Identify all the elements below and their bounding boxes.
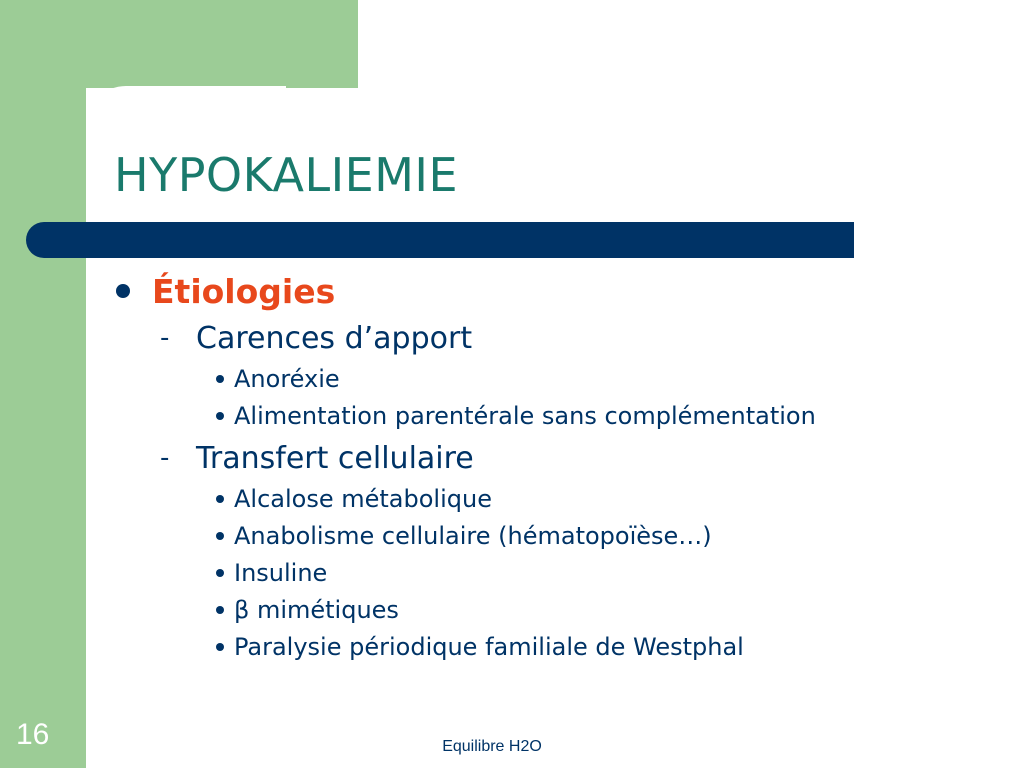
bullet-dot-icon: [216, 375, 224, 383]
footer-label: Equilibre H2O: [442, 738, 542, 755]
list-item-text: Paralysie périodique familiale de Westphal: [234, 633, 744, 661]
list-item: [216, 482, 492, 516]
bullet-dot-icon: [216, 643, 224, 651]
page-number: 16: [16, 718, 50, 751]
dash-icon: -: [160, 443, 170, 473]
list-item-text: Anoréxie: [234, 365, 340, 393]
list-item-text: β mimétiques: [234, 596, 399, 624]
section-bullet: [116, 268, 335, 314]
list-item-text: Alcalose métabolique: [234, 485, 492, 513]
list-item: [216, 593, 399, 627]
bullet-dot-icon: [216, 569, 224, 577]
group-label: Transfert cellulaire: [196, 440, 474, 476]
group-label: Carences d’apport: [196, 320, 473, 356]
list-item-text: Alimentation parentérale sans complémentation: [234, 402, 816, 430]
list-item: [216, 556, 327, 590]
group-heading: [160, 438, 474, 478]
list-item: [216, 630, 744, 664]
footer-text: [0, 738, 982, 756]
dash-icon: -: [160, 323, 170, 353]
section-label: Étiologies: [152, 271, 336, 311]
list-item: [216, 362, 340, 396]
list-item: [216, 519, 712, 553]
group-heading: [160, 318, 472, 358]
bullet-dot-icon: [216, 495, 224, 503]
list-item: [216, 399, 816, 433]
bullet-dot-icon: [216, 606, 224, 614]
list-item-text: Insuline: [234, 559, 328, 587]
bullet-dot-icon: [116, 284, 130, 298]
list-item-text: Anabolisme cellulaire (hématopoïèse…): [234, 522, 712, 550]
slide-title: HYPOKALIEMIE: [114, 148, 459, 202]
bullet-dot-icon: [216, 532, 224, 540]
bullet-dot-icon: [216, 412, 224, 420]
